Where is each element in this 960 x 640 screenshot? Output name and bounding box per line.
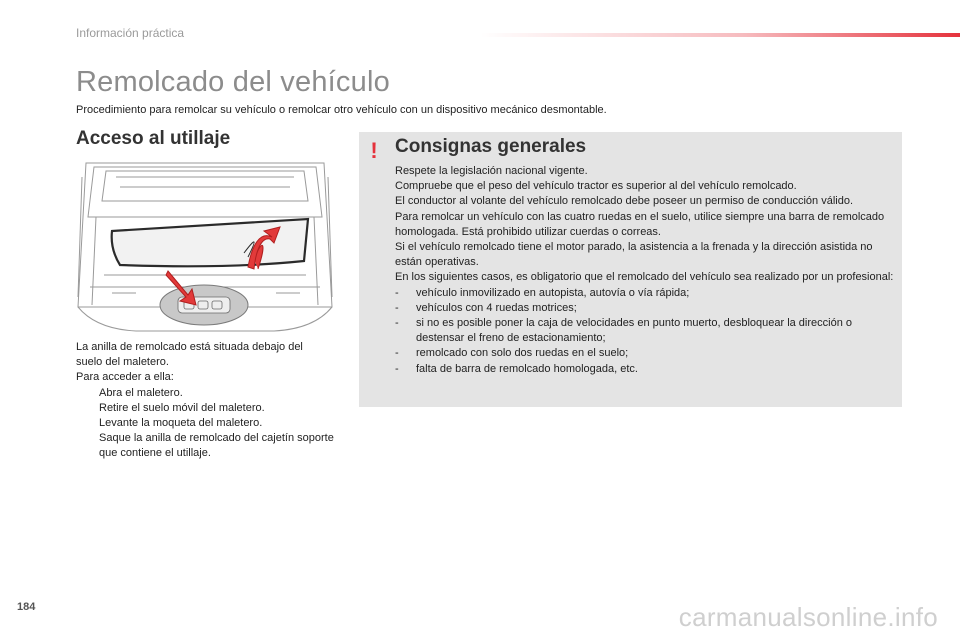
intro-text: Procedimiento para remolcar su vehículo o remolcar otro vehículo con un dispositivo mecánico desmontable. xyxy=(76,104,607,116)
watermark: carmanualsonline.info xyxy=(678,602,938,632)
warning-icon: ! xyxy=(370,138,378,163)
case-text: si no es posible poner la caja de velocidades en punto muerto, desbloquear la dirección o destensar el freno de estacionamiento; xyxy=(416,317,853,345)
paragraph-line: suelo del maletero. xyxy=(76,356,169,369)
tool-access-heading: Acceso al utillaje xyxy=(76,128,231,149)
step-item xyxy=(76,401,338,416)
general-instructions-text xyxy=(395,164,899,377)
dash-mark: - xyxy=(395,286,399,299)
page-title: Remolcado del vehículo xyxy=(76,66,390,98)
case-item xyxy=(395,346,899,361)
dash-mark: - xyxy=(395,362,399,375)
case-item xyxy=(395,301,899,316)
case-item xyxy=(395,362,899,377)
case-text: vehículo inmovilizado en autopista, autovía o vía rápida; xyxy=(416,286,690,299)
trunk-illustration xyxy=(76,157,334,333)
step-item xyxy=(76,431,338,461)
instruction-line: Para remolcar un vehículo con las cuatro ruedas en el suelo, utilice siempre una barra de remolcado homologada. Está prohibido utilizar cuerdas o correas. xyxy=(395,210,885,238)
case-text: vehículos con 4 ruedas motrices; xyxy=(416,301,577,314)
tool-access-text xyxy=(76,340,338,462)
instruction-line: En los siguientes casos, es obligatorio que el remolcado del vehículo sea realizado por un profesional: xyxy=(395,271,894,284)
step-text: Abra el maletero. xyxy=(99,386,183,399)
instruction-line: El conductor al volante del vehículo remolcado debe poseer un permiso de conducción válido. xyxy=(395,195,854,208)
dash-mark: - xyxy=(395,347,399,360)
section-label: Información práctica xyxy=(76,26,185,40)
case-text: remolcado con solo dos ruedas en el suelo; xyxy=(416,347,629,360)
step-item xyxy=(76,386,338,401)
general-instructions-heading: Consignas generales xyxy=(395,136,587,157)
step-text: Saque la anilla de remolcado del cajetín soporte que contiene el utillaje. xyxy=(99,432,334,460)
step-text: Levante la moqueta del maletero. xyxy=(99,417,263,430)
dash-mark: - xyxy=(395,301,399,314)
instruction-line: Si el vehículo remolcado tiene el motor parado, la asistencia a la frenada y la dirección asistida no están operativas. xyxy=(395,241,873,269)
case-item xyxy=(395,316,899,346)
paragraph-line: Para acceder a ella: xyxy=(76,371,174,384)
step-item xyxy=(76,416,338,431)
step-text: Retire el suelo móvil del maletero. xyxy=(99,401,265,414)
dash-mark: - xyxy=(395,317,399,330)
header-accent-bar xyxy=(480,33,960,37)
case-text: falta de barra de remolcado homologada, etc. xyxy=(416,362,638,375)
steps-list xyxy=(76,386,338,462)
page-number: 184 xyxy=(17,601,36,613)
case-item xyxy=(395,286,899,301)
cases-list xyxy=(395,286,899,377)
instruction-line: Respete la legislación nacional vigente. xyxy=(395,165,588,177)
paragraph-line: La anilla de remolcado está situada debajo del xyxy=(76,341,303,353)
instruction-line: Compruebe que el peso del vehículo tractor es superior al del vehículo remolcado. xyxy=(395,180,797,193)
